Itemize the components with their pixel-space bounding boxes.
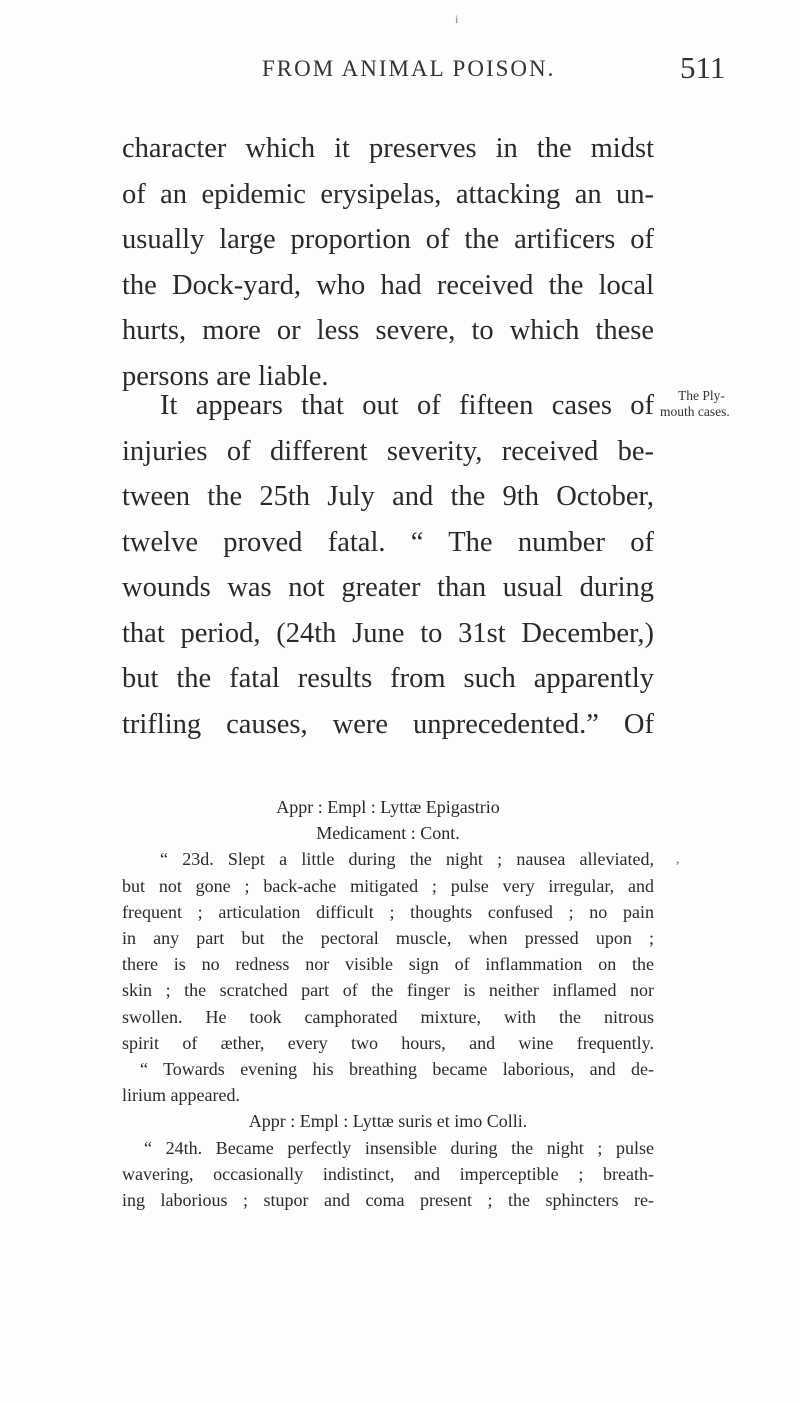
note-line: in any part but the pectoral muscle, when pressed upon ; — [122, 928, 654, 949]
paragraph-2 — [122, 383, 654, 747]
note-line: lirium appeared. — [122, 1085, 240, 1106]
text-line: hurts, more or less severe, to which these — [122, 315, 654, 346]
print-mark: i — [455, 12, 459, 26]
note-line: swollen. He took camphorated mixture, with the nitrous — [122, 1006, 654, 1027]
note-line: “ 24th. Became perfectly insensible during the night ; pulse — [144, 1137, 654, 1158]
note-line: skin ; the scratched part of the finger is neither inflamed nor — [122, 980, 654, 1001]
case-notes — [122, 794, 654, 1213]
note-line: “ Towards evening his breathing became laborious, and de- — [140, 1059, 654, 1080]
text-line: but the fatal results from such apparently — [122, 663, 654, 694]
marginal-note-line: The Ply- — [678, 388, 725, 403]
note-line: ing laborious ; stupor and coma present ; the sphincters re- — [122, 1190, 654, 1211]
running-head — [0, 50, 800, 106]
text-line: tween the 25th July and the 9th October, — [122, 481, 654, 512]
text-line: usually large proportion of the artificers of — [122, 224, 654, 255]
appr-heading-continued: Medicament : Cont. — [316, 823, 460, 844]
text-line: injuries of different severity, received be- — [122, 435, 654, 467]
text-line: that period, (24th June to 31st December,) — [122, 617, 654, 649]
marginal-note — [660, 388, 800, 420]
print-mark: , — [676, 852, 680, 867]
note-line: spirit of æther, every two hours, and wine frequently. — [122, 1032, 654, 1053]
text-line: trifling causes, were unprecedented.” Of — [122, 708, 654, 740]
text-line: the Dock-yard, who had received the local — [122, 269, 654, 301]
appr-heading: Appr : Empl : Lyttæ suris et imo Colli. — [248, 1111, 528, 1132]
page-number: 511 — [680, 50, 726, 85]
appr-heading: Appr : Empl : Lyttæ Epigastrio — [276, 797, 500, 817]
running-title: FROM ANIMAL POISON. — [262, 56, 556, 81]
text-line: of an epidemic erysipelas, attacking an un- — [122, 178, 654, 210]
text-line: twelve proved fatal. “ The number of — [122, 526, 654, 558]
note-line: there is no redness nor visible sign of inflammation on the — [122, 954, 654, 975]
note-line: but not gone ; back-ache mitigated ; pulse very irregular, and — [122, 875, 654, 896]
text-line: It appears that out of fifteen cases of — [160, 390, 654, 421]
text-line: persons are liable. — [122, 360, 329, 392]
paragraph-1 — [122, 126, 654, 399]
text-line: character which it preserves in the midst — [122, 133, 654, 164]
note-line: frequent ; articulation difficult ; thoughts confused ; no pain — [122, 901, 654, 922]
text-line: wounds was not greater than usual during — [122, 572, 654, 603]
note-line: wavering, occasionally indistinct, and imperceptible ; breath- — [122, 1163, 654, 1184]
marginal-note-line: mouth cases. — [660, 404, 730, 419]
note-line: “ 23d. Slept a little during the night ; nausea alleviated, — [160, 849, 654, 870]
